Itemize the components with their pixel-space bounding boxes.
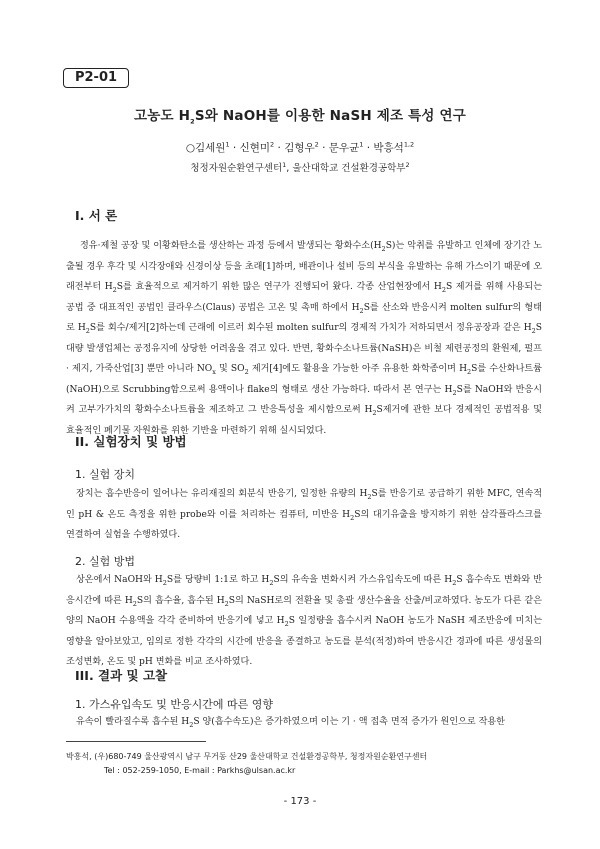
affiliation-2-sup: 2 [405,160,410,169]
affiliation-2: , 울산대학교 건설환경공학부 [286,163,406,174]
title-sub: 2 [190,117,195,126]
author-4-sup: 1 [359,140,364,149]
author-5: 박흥석 [373,142,404,154]
footnote-divider [66,741,206,742]
title-pre: 고농도 H [133,108,191,124]
affiliation-1-sup: 1 [282,160,287,169]
author-sep: · [318,142,329,154]
author-4: 문우균 [328,142,360,154]
subsection-apparatus: 1. 실험 장치 [75,468,135,481]
author-sep: · [229,142,240,154]
intro-paragraph: 정유·제철 공장 및 이황화탄소를 생산하는 과정 등에서 발생되는 황화수소$(H_2S)$는 악취를 유발하고 인체에 장기간 노출될 경우 후각 및 시각장애와 신경이상 등을 초래[1]하며, 배관이나 설비 등의 부식을 유발하는 유해 가스이기 때문에 오래전부터 $H_2S$를 효율적으로 제거하기 위한 많은 연구가 진행되어 왔다. 각종 산업현장에서 $H_2S$ 제거를 위해 사용되는 공법 중 대표적인 공법인 클라우스(Claus) 공법은 고온 및 촉매 하에서 $H_2S$를 산소와 반응시켜 molten sulfur의 형태로 $H_2S$를 회수/제거[2]하는데 근래에 이르러 회수된 molten sulfur의 경제적 가치가 저하되면서 정유공장과 같은 $H_2S$ 대량 발생업체는 공정유지에 상당한 어려움을 겪고 있다. 반면, 황화수소나트륨(NaSH)은 비철 제련공정의 환원제, 펄프 · 제지, 가죽산업[3] 뿐만 아니라 $NO_x$ 및 $SO_2$ 제거[4]에도 활용을 가능한 아주 유용한 화학종이며 $H_2S$를 수산화나트륨(NaOH)으로 Scrubbing함으로써 용액이나 flake의 형태로 생산 가능하다. 따라서 본 연구는 $H_2S$를 NaOH와 반응시켜 고부가가치의 황화수소나트륨을 제조하고 그 반응특성을 제시함으로써 $H_2S$제거에 관한 보다 경제적인 공법적용 및 효율적인 폐기물 자원화를 위한 기반을 마련하기 위해 실시되었다. [66,241,543,436]
author-5-sup: 1,2 [403,140,415,149]
affiliation [0,160,600,174]
page-number: - 173 - [283,796,317,807]
author-3: 김형우 [284,142,315,154]
author-2-sup: 2 [270,140,275,149]
author-sep: · [274,142,285,154]
title-post: S와 NaOH를 이용한 NaSH 제조 특성 연구 [194,108,467,124]
author-1-sup: 1 [225,140,230,149]
author-sep: · [363,142,374,154]
subsection-gas-flow: 1. 가스유입속도 및 반응시간에 따른 영향 [75,698,273,711]
author-2: 신현미 [239,142,271,154]
section-heading-results: III. 결과 및 고찰 [75,668,168,683]
subsection-method: 2. 실험 방법 [75,555,135,568]
footnote-contact: Tel : 052-259-1050, E-mail : Parkhs@ulsan.ac.kr [104,766,296,775]
author-3-sup: 2 [314,140,319,149]
section-heading-introduction: I. 서 론 [75,208,118,223]
paper-id-badge: P2-01 [63,68,129,88]
author-list [0,140,600,155]
apparatus-paragraph: 장치는 흡수반응이 일어나는 유리재질의 회분식 반응기, 일정한 유량의 $H_2S$를 반응기로 공급하기 위한 MFC, 연속적인 pH & 온도 측정을 위한 probe와 이를 처리하는 컴퓨터, 미반응 $H_2S$의 대기유출을 방지하기 위한 삼각플라스크를 연결하여 실험을 수행하였다. [66,489,542,540]
footnote-address: 박흥석, (우)680-749 울산광역시 남구 무거동 산29 울산대학교 건설환경공학부, 청정자원순환연구센터 [66,752,428,761]
paper-title [0,104,600,124]
author-1: ○김세원 [185,142,226,154]
results-paragraph: 유속이 빨라질수록 흡수된 $H_2S$ 양(흡수속도)은 증가하였으며 이는 기 · 액 접촉 면적 증가가 원인으로 작용한 [76,717,505,729]
affiliation-1: 청정자원순환연구센터 [190,163,283,174]
method-paragraph: 상온에서 NaOH와 $H_2S$를 당량비 1:1로 하고 $H_2S$의 유속을 변화시켜 가스유입속도에 따른 $H_2S$ 흡수속도 변화와 반응시간에 따른 $H_2S$의 흡수율, 흡수된 $H_2S$의 NaSH로의 전환율 및 총괄 생산수율을 산출/비교하였다. 농도가 다른 같은 양의 NaOH 수용액을 각각 준비하여 반응기에 넣고 $H_2S$ 일정량을 흡수시켜 NaOH 농도가 NaSH 제조반응에 미치는 영향을 알아보았고, 임의로 정한 각각의 시간에 반응을 종결하고 농도를 분석(적정)하여 반응시간 경과에 따른 생성물의 조성변화, 온도 및 pH 변화를 비교 조사하였다. [66,575,543,667]
section-heading-methods: II. 실험장치 및 방법 [75,434,187,449]
